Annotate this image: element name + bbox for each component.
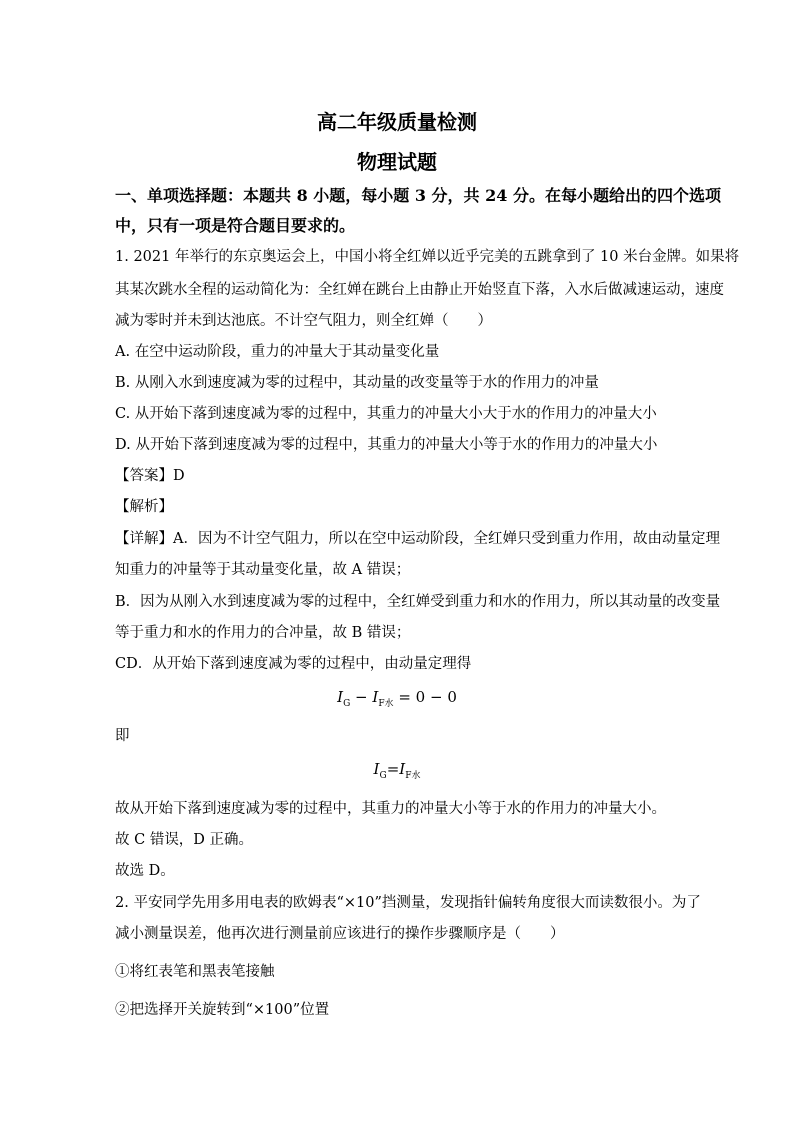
- q2-stem-line-2: 减小测量误差，他再次进行测量前应该进行的操作步骤顺序是（ ）: [115, 926, 565, 942]
- q1-equation-2: $I_G=I_{F水}$: [373, 760, 421, 781]
- q1-conclusion-1: 故从开始下落到速度减为零的过程中，其重力的冲量大小等于水的作用力的冲量大小。: [115, 801, 666, 817]
- q1-detail-line-4: 等于重力和水的作用力的合冲量，故 B 错误；: [115, 625, 411, 641]
- q1-option-a: A. 在空中运动阶段，重力的冲量大于其动量变化量: [115, 344, 440, 360]
- q1-option-d: D. 从开始下落到速度减为零的过程中，其重力的冲量大小等于水的作用力的冲量大小: [115, 437, 658, 453]
- q2-step-2: ②把选择开关旋转到“×100”位置: [115, 1002, 330, 1018]
- page-title: 高二年级质量检测: [317, 110, 477, 134]
- q1-detail-line-1: 【详解】A．因为不计空气阻力，所以在空中运动阶段，全红婵只受到重力作用，故由动量定理: [115, 531, 720, 547]
- q1-detail-line-3: B．因为从刚入水到速度减为零的过程中，全红婵受到重力和水的作用力，所以其动量的改变量: [115, 594, 721, 610]
- q1-detail-line-5: CD．从开始下落到速度减为零的过程中，由动量定理得: [115, 656, 472, 672]
- q1-answer: 【答案】D: [115, 468, 185, 484]
- q1-stem-line-3: 减为零时并未到达池底。不计空气阻力，则全红婵（ ）: [115, 313, 492, 329]
- q2-step-1: ①将红表笔和黑表笔接触: [115, 964, 275, 980]
- q1-option-b: B. 从刚入水到速度减为零的过程中，其动量的改变量等于水的作用力的冲量: [115, 375, 599, 391]
- q1-detail-line-2: 知重力的冲量等于其动量变化量，故 A 错误；: [115, 562, 411, 578]
- q2-stem-line-1: 2. 平安同学先用多用电表的欧姆表“×10”挡测量，发现指针偏转角度很大而读数很小。为了: [115, 895, 701, 911]
- q1-conclusion-2: 故 C 错误，D 正确。: [115, 832, 254, 848]
- q1-analysis-label: 【解析】: [115, 499, 173, 515]
- q1-stem-line-2: 其某次跳水全程的运动简化为：全红婵在跳台上由静止开始竖直下落，入水后做减速运动，速度: [115, 282, 724, 298]
- section-heading-line-2: 中，只有一项是符合题目要求的。: [115, 216, 356, 235]
- q1-option-c: C. 从开始下落到速度减为零的过程中，其重力的冲量大小大于水的作用力的冲量大小: [115, 406, 657, 422]
- q1-stem-line-1: 1. 2021 年举行的东京奥运会上，中国小将全红婵以近乎完美的五跳拿到了 10 米台金牌。如果将: [115, 249, 740, 265]
- page-subtitle: 物理试题: [357, 150, 437, 174]
- q1-conclusion-3: 故选 D。: [115, 863, 175, 879]
- q1-ji: 即: [115, 728, 130, 744]
- q1-equation-1: $I_G - I_{F水} = 0 - 0$: [337, 688, 457, 709]
- section-heading-line-1: 一、单项选择题：本题共 8 小题，每小题 3 分，共 24 分。在每小题给出的四个选项: [115, 186, 721, 205]
